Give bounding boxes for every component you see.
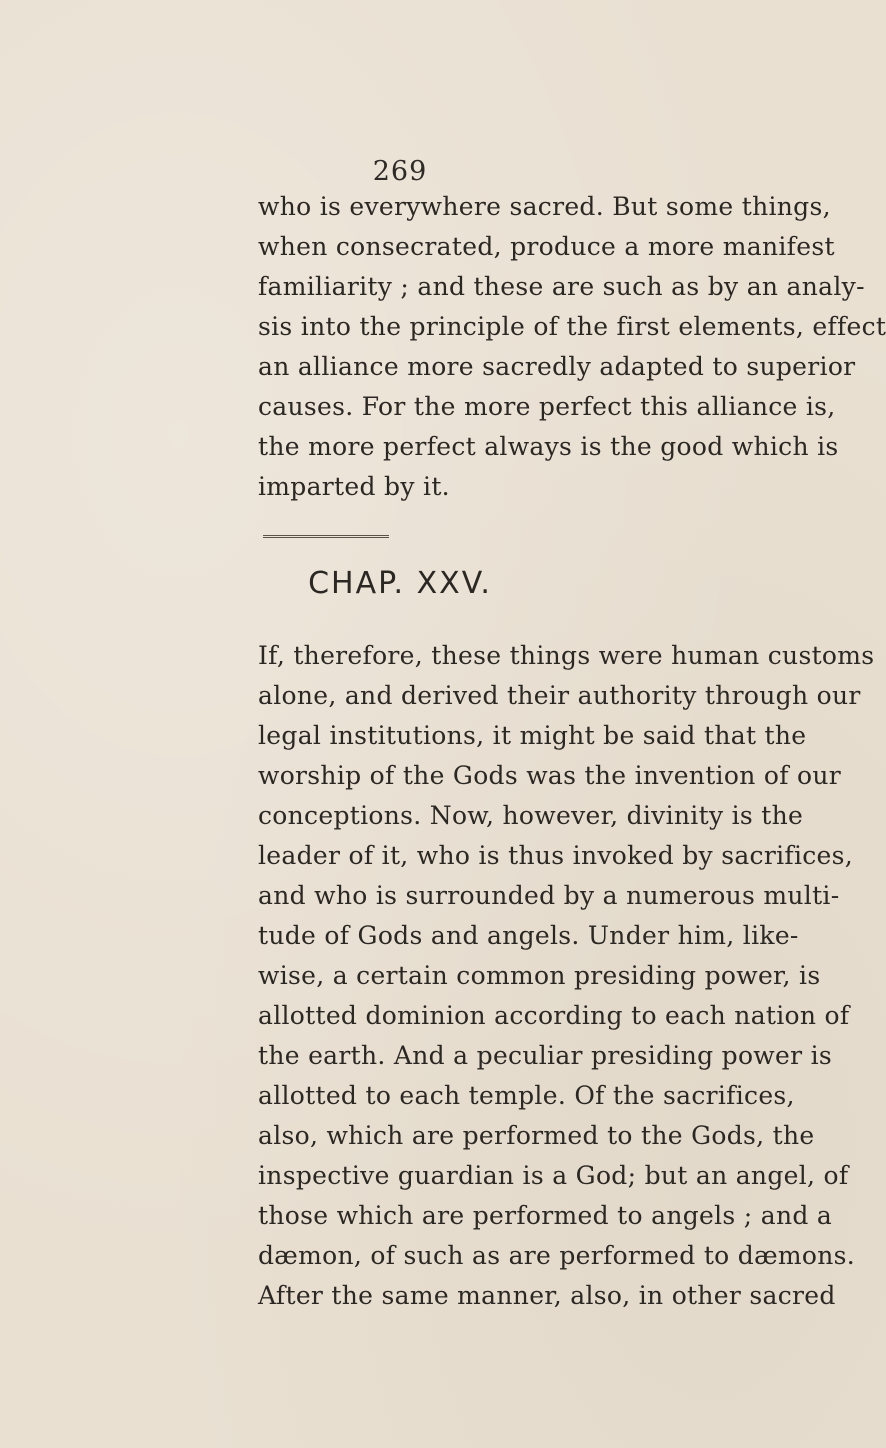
section-divider-rule	[263, 535, 389, 538]
text-line: imparted by it.	[258, 472, 450, 501]
text-line: those which are performed to angels ; and a	[258, 1201, 833, 1230]
text-line: After the same manner, also, in other sacred	[258, 1281, 836, 1310]
text-line: dæmon, of such as are performed to dæmons.	[258, 1241, 855, 1270]
text-line: inspective guardian is a God; but an angel, of	[258, 1161, 849, 1190]
text-line: alone, and derived their authority through our	[258, 681, 861, 710]
paragraph-1	[258, 187, 886, 507]
text-line: allotted dominion according to each nation of	[258, 1001, 850, 1030]
text-line: an alliance more sacredly adapted to superior	[258, 352, 856, 381]
text-line: tude of Gods and angels. Under him, like-	[258, 921, 799, 950]
text-line: allotted to each temple. Of the sacrifices,	[258, 1081, 795, 1110]
text-line: sis into the principle of the first elements, effect	[258, 312, 886, 341]
text-line: conceptions. Now, however, divinity is the	[258, 801, 804, 830]
text-line: legal institutions, it might be said that the	[258, 721, 807, 750]
text-line: when consecrated, produce a more manifest	[258, 232, 835, 261]
text-line: familiarity ; and these are such as by an analy-	[258, 272, 865, 301]
chapter-heading: CHAP. XXV.	[308, 566, 492, 601]
text-line: worship of the Gods was the invention of our	[258, 761, 841, 790]
text-line: leader of it, who is thus invoked by sacrifices,	[258, 841, 854, 870]
text-line: the more perfect always is the good which is	[258, 432, 839, 461]
text-line: wise, a certain common presiding power, is	[258, 961, 821, 990]
text-line: the earth. And a peculiar presiding power is	[258, 1041, 833, 1070]
paragraph-2	[258, 636, 875, 1316]
text-line: If, therefore, these things were human customs	[258, 641, 875, 670]
page-number: 269	[372, 156, 428, 187]
text-line: also, which are performed to the Gods, the	[258, 1121, 815, 1150]
text-line: and who is surrounded by a numerous multi-	[258, 881, 840, 910]
text-line: causes. For the more perfect this alliance is,	[258, 392, 836, 421]
text-line: who is everywhere sacred. But some things,	[258, 192, 831, 221]
